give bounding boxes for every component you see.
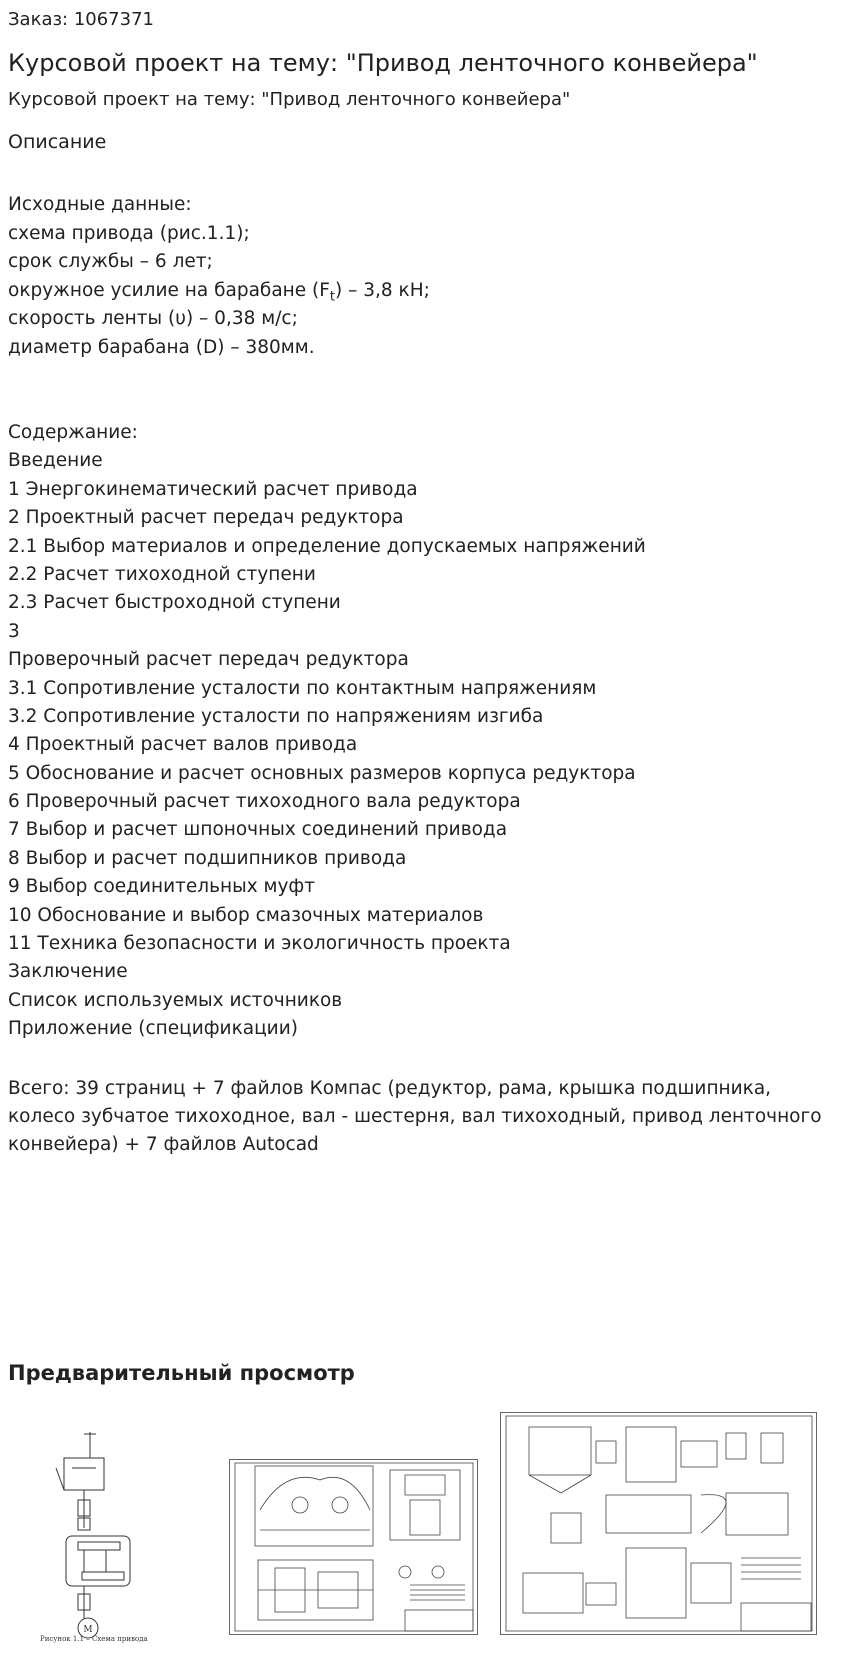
scheme-caption: Рисунок 1.1 – Схема привода [40,1635,148,1643]
page-subtitle: Курсовой проект на тему: "Привод ленточного конвейера" [8,89,571,110]
contents-item: 9 Выбор соединительных муфт [8,876,316,898]
initial-data-scheme: схема привода (рис.1.1); [8,222,250,244]
contents-item: 7 Выбор и расчет шпоночных соединений привода [8,819,508,841]
contents-item: Введение [8,450,103,472]
drive-scheme-drawing [36,1428,156,1643]
preview-thumbnail-scheme[interactable] [36,1428,156,1643]
contents-item: 2.2 Расчет тихоходной ступени [8,563,316,585]
contents-item: 3.2 Сопротивление усталости по напряжениям изгиба [8,705,544,727]
initial-data-service-life: срок службы – 6 лет; [8,251,213,273]
contents-item: 3.1 Сопротивление усталости по контактным напряжениям [8,677,597,699]
contents-item: 6 Проверочный расчет тихоходного вала редуктора [8,791,521,813]
contents-item: 4 Проектный расчет валов привода [8,734,358,756]
order-number: Заказ: 1067371 [8,9,154,30]
description-heading: Описание [8,131,107,153]
initial-data-speed: скорость ленты (υ) – 0,38 м/с; [8,308,298,330]
contents-item: 5 Обоснование и расчет основных размеров корпуса редуктора [8,762,636,784]
contents-item: 3 [8,620,20,642]
page-title: Курсовой проект на тему: "Привод ленточного конвейера" [8,49,758,77]
contents-item: Приложение (спецификации) [8,1018,298,1040]
conveyor-drawing [501,1413,816,1634]
contents-item: Проверочный расчет передач редуктора [8,649,409,671]
contents-item: 2.3 Расчет быстроходной ступени [8,592,341,614]
contents-item: Список используемых источников [8,989,343,1011]
contents-item: 2.1 Выбор материалов и определение допускаемых напряжений [8,535,646,557]
contents-item: 2 Проектный расчет передач редуктора [8,507,404,529]
initial-data-diameter: диаметр барабана (D) – 380мм. [8,336,315,358]
contents-item: Заключение [8,961,128,983]
contents-list [8,419,646,1044]
preview-heading: Предварительный просмотр [8,1361,355,1385]
preview-thumbnail-conveyor-drawing[interactable] [500,1412,817,1635]
contents-item: 10 Обоснование и выбор смазочных материалов [8,904,484,926]
initial-data-heading: Исходные данные: [8,194,192,215]
preview-thumbnail-reducer-drawing[interactable] [229,1459,478,1635]
reducer-drawing [230,1460,477,1634]
contents-heading: Содержание: [8,422,138,443]
contents-item: 11 Техника безопасности и экологичность проекта [8,933,511,955]
initial-data-force: окружное усилие на барабане $(F_t) - 3,8$ кН; [8,279,430,305]
contents-item: 8 Выбор и расчет подшипников привода [8,847,407,869]
contents-item: 1 Энергокинематический расчет привода [8,478,418,500]
svg-text:M: M [83,1625,93,1635]
initial-data-block [8,191,430,363]
total-summary: Всего: 39 страниц + 7 файлов Компас (редуктор, рама, крышка подшипника, колесо зубчатое тихоходное, вал - шестерня, вал тихоходный, привод ленточного конвейера) + 7 файлов Autocad [8,1078,822,1155]
